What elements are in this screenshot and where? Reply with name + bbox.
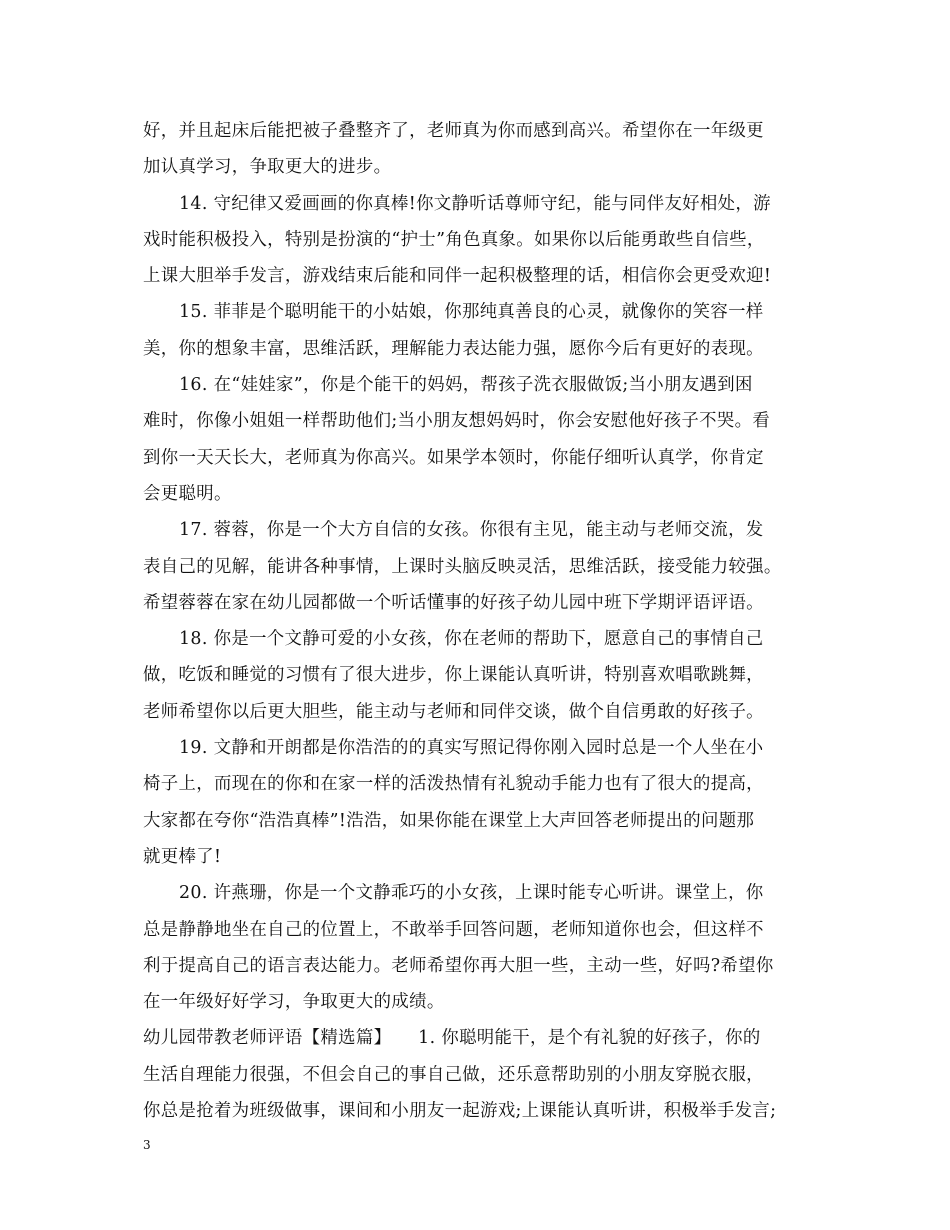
text-line: 18. 你是一个文静可爱的小女孩，你在老师的帮助下，愿意自己的事情自己 bbox=[179, 629, 764, 650]
text-line: 14. 守纪律又爱画画的你真棒!你文静听话尊师守纪，能与同伴友好相处，游 bbox=[179, 193, 771, 214]
page-number: 3 bbox=[143, 1138, 151, 1152]
text-line: 美，你的想象丰富，思维活跃，理解能力表达能力强，愿你今后有更好的表现。 bbox=[143, 338, 764, 359]
text-line: 表自己的见解，能讲各种事情，上课时头脑反映灵活，思维活跃，接受能力较强。 bbox=[143, 556, 782, 577]
document-body bbox=[143, 113, 809, 1129]
text-line: 幼儿园带教老师评语【精选篇】 1. 你聪明能干，是个有礼貌的好孩子，你的 bbox=[143, 1028, 761, 1049]
text-line: 做，吃饭和睡觉的习惯有了很大进步，你上课能认真听讲，特别喜欢唱歌跳舞， bbox=[143, 665, 764, 686]
text-line: 上课大胆举手发言，游戏结束后能和同伴一起积极整理的话，相信你会更受欢迎! bbox=[143, 266, 772, 287]
text-line: 戏时能积极投入，特别是扮演的“护士”角色真象。如果你以后能勇敢些自信些， bbox=[143, 229, 765, 250]
text-line: 生活自理能力很强，不但会自己的事自己做，还乐意帮助别的小朋友穿脱衣服， bbox=[143, 1064, 764, 1085]
text-line: 椅子上，而现在的你和在家一样的活泼热情有礼貌动手能力也有了很大的提高， bbox=[143, 774, 764, 795]
text-line: 希望蓉蓉在家在幼儿园都做一个听话懂事的好孩子幼儿园中班下学期评语评语。 bbox=[143, 592, 764, 613]
text-line: 17. 蓉蓉，你是一个大方自信的女孩。你很有主见，能主动与老师交流，发 bbox=[179, 520, 764, 541]
text-line: 老师希望你以后更大胆些，能主动与老师和同伴交谈，做个自信勇敢的好孩子。 bbox=[143, 701, 764, 722]
text-line: 20. 许燕珊，你是一个文静乖巧的小女孩，上课时能专心听讲。课堂上，你 bbox=[179, 883, 764, 904]
text-line: 大家都在夸你“浩浩真棒”!浩浩，如果你能在课堂上大声回答老师提出的问题那 bbox=[143, 810, 755, 831]
text-line: 加认真学习，争取更大的进步。 bbox=[143, 157, 392, 178]
text-line: 会更聪明。 bbox=[143, 483, 232, 504]
text-line: 好，并且起床后能把被子叠整齐了，老师真为你而感到高兴。希望你在一年级更 bbox=[143, 121, 764, 141]
text-line: 16. 在“娃娃家”，你是个能干的妈妈，帮孩子洗衣服做饭;当小朋友遇到困 bbox=[179, 375, 753, 396]
text-line: 总是静静地坐在自己的位置上，不敢举手回答问题，老师知道你也会，但这样不 bbox=[143, 919, 764, 940]
text-line: 你总是抢着为班级做事，课间和小朋友一起游戏;上课能认真听讲，积极举手发言; bbox=[143, 1101, 777, 1122]
text-line: 15. 菲菲是个聪明能干的小姑娘，你那纯真善良的心灵，就像你的笑容一样 bbox=[179, 302, 764, 323]
text-line: 19. 文静和开朗都是你浩浩的的真实写照记得你刚入园时总是一个人坐在小 bbox=[179, 738, 764, 759]
text-line: 就更棒了! bbox=[143, 846, 222, 867]
text-line: 在一年级好好学习，争取更大的成绩。 bbox=[143, 992, 445, 1013]
text-line: 难时，你像小姐姐一样帮助他们;当小朋友想妈妈时，你会安慰他好孩子不哭。看 bbox=[143, 411, 771, 432]
text-line: 利于提高自己的语言表达能力。老师希望你再大胆一些，主动一些，好吗?希望你 bbox=[143, 955, 774, 976]
text-line: 到你一天天长大，老师真为你高兴。如果学本领时，你能仔细听认真学，你肯定 bbox=[143, 447, 764, 468]
